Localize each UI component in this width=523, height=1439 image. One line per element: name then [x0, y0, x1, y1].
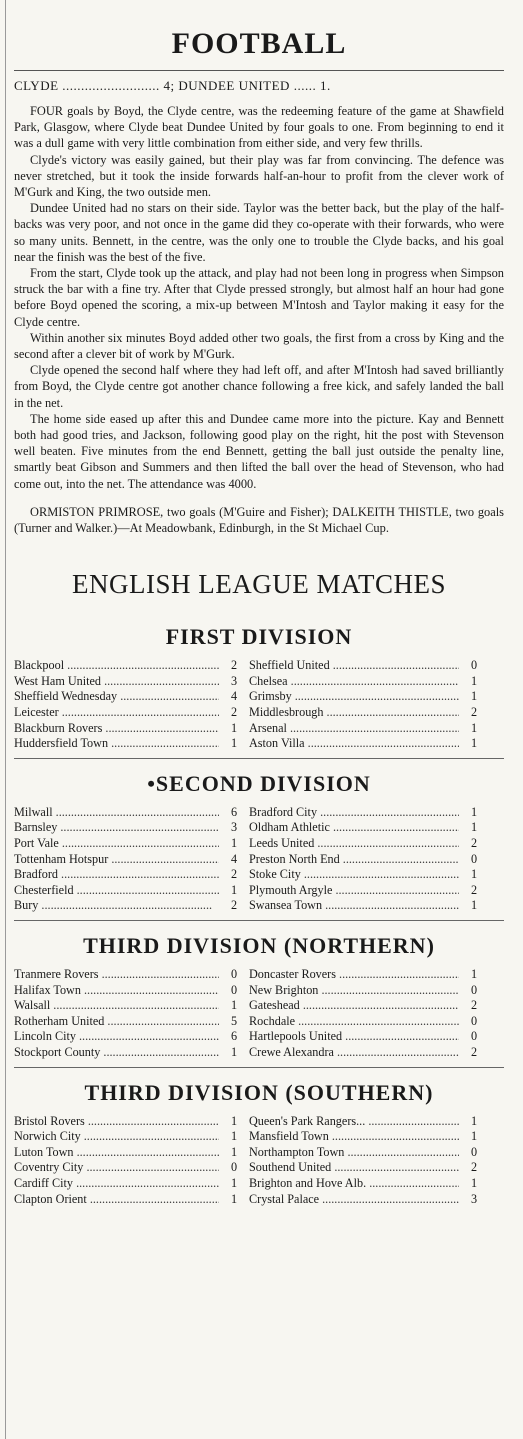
home-score: 6 — [230, 1029, 238, 1044]
division-divider — [14, 758, 504, 759]
report-paragraph: Dundee United had no stars on their side. Taylor was the better back, but the play of the half-backs was very poor, and not once in the game did they co-operate with their forwards, who were so many units. Bennett, in the centre, was the only one to trouble the Clyde backs, and his goal near the finish was the best of the five. — [14, 201, 504, 264]
away-team: Crewe Alexandra ..... — [249, 1045, 459, 1061]
home-team: Milwall ..... — [14, 805, 219, 821]
home-score: 1 — [230, 1044, 238, 1059]
table-row — [14, 1029, 504, 1045]
away-score: 1 — [470, 673, 478, 688]
report-paragraph: Clyde opened the second half where they had left off, and after M'Intosh had saved brilliantly from Boyd, the Clyde centre got another chance following a free kick, and safely landed the ball in the net. — [14, 363, 504, 410]
results-table — [14, 658, 504, 752]
table-row — [14, 1160, 504, 1176]
home-team: Bristol Rovers ..... — [14, 1114, 219, 1130]
away-team: Mansfield Town ..... — [249, 1129, 459, 1145]
table-row — [14, 820, 504, 836]
home-team: Rotherham United ..... — [14, 1014, 219, 1030]
home-team: Halifax Town ..... — [14, 983, 219, 999]
away-score: 0 — [470, 1144, 478, 1159]
home-score: 1 — [230, 1144, 238, 1159]
home-score: 4 — [230, 851, 238, 866]
home-team: Clapton Orient ..... — [14, 1192, 219, 1208]
home-score: 1 — [230, 882, 238, 897]
away-team: Queen's Park Rangers... ..... — [249, 1114, 459, 1130]
table-row — [14, 705, 504, 721]
away-team: Southend United ..... — [249, 1160, 459, 1176]
table-row — [14, 674, 504, 690]
table-row — [14, 998, 504, 1014]
home-team: Stockport County ..... — [14, 1045, 219, 1061]
home-score: 3 — [230, 820, 238, 835]
away-score: 1 — [470, 1129, 478, 1144]
report-paragraph: The home side eased up after this and Dundee came more into the picture. Kay and Bennett both had good tries, and Jackson, following good play on the right, hit the post with Stevenson well beaten. Five minutes from the end Bennett, getting the ball just outside the penalty line, smartly beat Gibson and Summers and then lifted the ball over the head of Stevenson, who had come out, into the net. The attendance was 4000. — [14, 411, 504, 491]
division-third-northern — [14, 931, 504, 1061]
table-row — [14, 1145, 504, 1161]
away-score: 3 — [470, 1191, 478, 1206]
away-score: 2 — [470, 1160, 478, 1175]
report-paragraph: From the start, Clyde took up the attack, and play had not been long in progress when Simpson struck the bar with a fine try. After that Clyde pressed strongly, but almost half an hour had gone before Boyd opened the scoring, a mix-up between M'Intosh and Taylor making it easy for the Clyde centre. — [14, 266, 504, 329]
table-row — [14, 1176, 504, 1192]
table-row — [14, 898, 504, 914]
home-score: 1 — [230, 1113, 238, 1128]
away-score: 1 — [470, 898, 478, 913]
away-team: Preston North End ..... — [249, 852, 459, 868]
home-team: West Ham United ..... — [14, 674, 219, 690]
away-team: Arsenal ..... — [249, 721, 459, 737]
match-report — [14, 103, 504, 492]
home-team: Barnsley ..... — [14, 820, 219, 836]
away-score: 1 — [470, 689, 478, 704]
away-score: 1 — [470, 820, 478, 835]
table-row — [14, 1192, 504, 1208]
home-team: Leicester ..... — [14, 705, 219, 721]
division-divider — [14, 1067, 504, 1068]
home-team: Sheffield Wednesday ..... — [14, 689, 219, 705]
table-row — [14, 1014, 504, 1030]
home-score: 4 — [230, 689, 238, 704]
home-score: 1 — [230, 720, 238, 735]
home-team: Chesterfield ..... — [14, 883, 219, 899]
home-team: Norwich City ..... — [14, 1129, 219, 1145]
home-team: Bradford ..... — [14, 867, 219, 883]
results-table — [14, 967, 504, 1061]
away-team: Bradford City ..... — [249, 805, 459, 821]
away-score: 2 — [470, 705, 478, 720]
away-score: 1 — [470, 804, 478, 819]
away-score: 0 — [470, 851, 478, 866]
home-team: Bury ..... — [14, 898, 219, 914]
away-team: Northampton Town ..... — [249, 1145, 459, 1161]
home-team: Tottenham Hotspur ..... — [14, 852, 219, 868]
results-table — [14, 805, 504, 914]
table-row — [14, 883, 504, 899]
away-score: 0 — [470, 1013, 478, 1028]
home-team: Lincoln City ..... — [14, 1029, 219, 1045]
away-score: 1 — [470, 736, 478, 751]
away-team: Gateshead ..... — [249, 998, 459, 1014]
away-team: Brighton and Hove Alb. ..... — [249, 1176, 459, 1192]
home-score: 2 — [230, 867, 238, 882]
away-team: Sheffield United ..... — [249, 658, 459, 674]
away-team: Oldham Athletic ..... — [249, 820, 459, 836]
table-row — [14, 736, 504, 752]
away-score: 0 — [470, 1029, 478, 1044]
home-team: Coventry City ..... — [14, 1160, 219, 1176]
away-score: 1 — [470, 1175, 478, 1190]
away-score: 2 — [470, 998, 478, 1013]
table-row — [14, 805, 504, 821]
away-score: 2 — [470, 836, 478, 851]
division-divider — [14, 920, 504, 921]
home-score: 1 — [230, 998, 238, 1013]
table-row — [14, 967, 504, 983]
home-score: 2 — [230, 705, 238, 720]
division-title: THIRD DIVISION (SOUTHERN) — [84, 1079, 434, 1105]
table-row — [14, 867, 504, 883]
away-score: 1 — [470, 1113, 478, 1128]
home-score: 1 — [230, 1191, 238, 1206]
report-paragraph: Clyde's victory was easily gained, but their play was far from convincing. The defence was never stretched, but it took the inside forwards half-an-hour to profit from the clever work of M'Gurk and King, the two outside men. — [14, 152, 504, 200]
column-gutter-rule — [5, 0, 6, 1439]
table-row — [14, 721, 504, 737]
away-score: 1 — [470, 867, 478, 882]
cup-brief: ORMISTON PRIMROSE, two goals (M'Guire and Fisher); DALKEITH THISTLE, two goals (Turner and Walker.)—At Meadowbank, Edinburgh, in the St Michael Cup. — [14, 504, 504, 536]
away-team: Leeds United ..... — [249, 836, 459, 852]
table-row — [14, 1129, 504, 1145]
away-team: Stoke City ..... — [249, 867, 459, 883]
table-row — [14, 658, 504, 674]
table-row — [14, 852, 504, 868]
division-title: FIRST DIVISION — [165, 624, 353, 650]
table-row — [14, 836, 504, 852]
home-team: Walsall ..... — [14, 998, 219, 1014]
home-team: Cardiff City ..... — [14, 1176, 219, 1192]
home-team: Blackpool ..... — [14, 658, 219, 674]
home-team: Tranmere Rovers ..... — [14, 967, 219, 983]
home-score: 1 — [230, 1129, 238, 1144]
home-team: Port Vale ..... — [14, 836, 219, 852]
table-row — [14, 689, 504, 705]
report-paragraph: FOUR goals by Boyd, the Clyde centre, was the redeeming feature of the game at Shawfield Park, Glasgow, where Clyde beat Dundee United by four goals to one. From beginning to end it was a dull game with very little combination from either side, and very few thrills. — [14, 104, 504, 151]
report-paragraph: Within another six minutes Boyd added other two goals, the first from a cross by King and the second after a clever bit of work by M'Gurk. — [14, 330, 504, 362]
away-score: 2 — [470, 1044, 478, 1059]
home-score: 2 — [230, 658, 238, 673]
division-second — [14, 769, 504, 914]
away-score: 0 — [470, 982, 478, 997]
away-team: Doncaster Rovers ..... — [249, 967, 459, 983]
division-title: THIRD DIVISION (NORTHERN) — [83, 933, 435, 958]
home-score: 1 — [230, 736, 238, 751]
away-team: Plymouth Argyle ..... — [249, 883, 459, 899]
home-score: 0 — [230, 982, 238, 997]
home-score: 3 — [230, 673, 238, 688]
away-score: 2 — [470, 882, 478, 897]
section-title: ENGLISH LEAGUE MATCHES — [72, 569, 446, 600]
away-team: Middlesbrough ..... — [249, 705, 459, 721]
home-team: Huddersfield Town ..... — [14, 736, 219, 752]
away-team: Chelsea ..... — [249, 674, 459, 690]
away-team: Aston Villa ..... — [249, 736, 459, 752]
away-team: Rochdale ..... — [249, 1014, 459, 1030]
headline-rule — [14, 70, 504, 71]
table-row — [14, 1045, 504, 1061]
table-row — [14, 1114, 504, 1130]
away-score: 0 — [470, 658, 478, 673]
results-table — [14, 1114, 504, 1208]
home-score: 2 — [230, 898, 238, 913]
away-team: Swansea Town ..... — [249, 898, 459, 914]
home-score: 1 — [230, 1175, 238, 1190]
away-team: Hartlepools United ..... — [249, 1029, 459, 1045]
away-team: New Brighton ..... — [249, 983, 459, 999]
home-score: 0 — [230, 1160, 238, 1175]
home-score: 6 — [230, 804, 238, 819]
away-score: 1 — [470, 967, 478, 981]
away-score: 1 — [470, 720, 478, 735]
home-team: Luton Town ..... — [14, 1145, 219, 1161]
table-row — [14, 983, 504, 999]
home-score: 0 — [230, 967, 238, 981]
division-title: •SECOND DIVISION — [147, 770, 371, 796]
home-team: Blackburn Rovers ..... — [14, 721, 219, 737]
football-column — [14, 0, 504, 1207]
page-headline: FOOTBALL — [171, 27, 347, 60]
home-score: 5 — [230, 1013, 238, 1028]
division-third-southern — [14, 1078, 504, 1208]
match-result-line: CLYDE .......................... 4; DUNDEE UNITED ...... 1. — [14, 78, 331, 93]
away-team: Grimsby ..... — [249, 689, 459, 705]
away-team: Crystal Palace ..... — [249, 1192, 459, 1208]
home-score: 1 — [230, 836, 238, 851]
division-first — [14, 622, 504, 752]
